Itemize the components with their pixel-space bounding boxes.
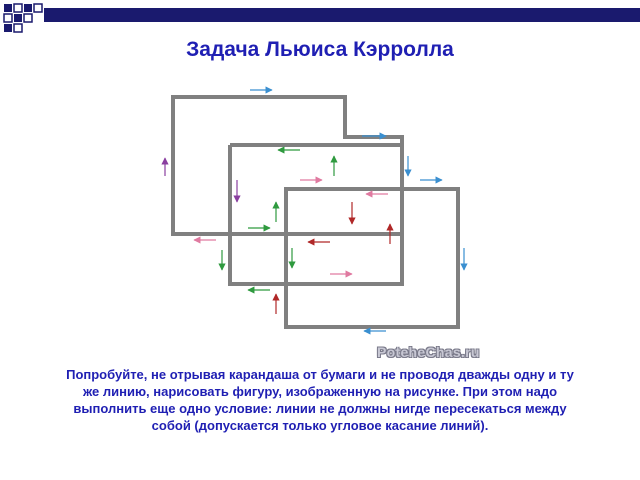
- corner-decoration: [0, 0, 640, 40]
- header-bar: [44, 8, 640, 22]
- puzzle-lines: [173, 97, 458, 327]
- task-description: Попробуйте, не отрывая карандаша от бумаги и не проводя дважды одну и ту же линию, нарисовать фигуру, изображенную на рисунке. При этом надо выполнить еще одно условие: линии не должны нигде пересекаться между собой (допускается только угловое касание линий).: [66, 367, 574, 433]
- direction-arrow-icon: [165, 90, 464, 331]
- puzzle-drawing: [140, 72, 496, 356]
- slide-title: Задача Льюиса Кэрролла: [186, 38, 454, 61]
- watermark-logo: PotehеChas.ru: [377, 344, 480, 360]
- puzzle-figure: [140, 72, 496, 356]
